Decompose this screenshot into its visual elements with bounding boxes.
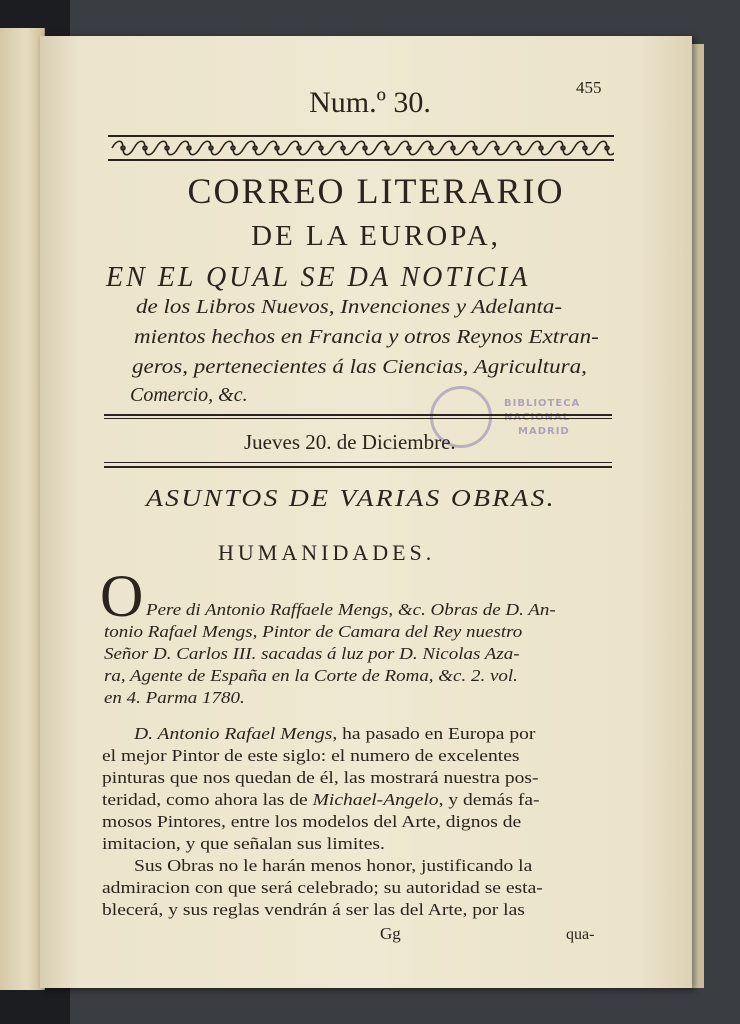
- left-page-edge: [0, 28, 45, 990]
- issue-date: Jueves 20. de Diciembre.: [244, 430, 456, 454]
- library-stamp: [430, 382, 610, 452]
- divider-bottom: [104, 466, 612, 468]
- divider-top-thin: [104, 418, 612, 419]
- subtitle-line-1: de los Libros Nuevos, Invenciones y Adelanta-: [136, 296, 563, 318]
- body-line-1-name: D. Antonio Rafael Mengs: [134, 724, 333, 743]
- subsection-heading: HUMANIDADES.: [218, 540, 436, 565]
- body-line-2: el mejor Pintor de este siglo: el numero de excelentes: [102, 746, 520, 765]
- body-line-4-pre: teridad, como ahora las de: [102, 790, 313, 809]
- body-line-4: [102, 790, 540, 810]
- body-line-3: pinturas que nos quedan de él, las mostrará nuestra pos-: [102, 768, 539, 787]
- subtitle-line-4: Comercio, &c.: [130, 384, 248, 406]
- subtitle-line-2: mientos hechos en Francia y otros Reynos Extran-: [134, 326, 599, 348]
- body-line-1: [134, 724, 535, 744]
- body-line-7: Sus Obras no le harán menos honor, justificando la: [134, 856, 533, 875]
- signature-mark: Gg: [380, 924, 401, 943]
- section-heading: ASUNTOS DE VARIAS OBRAS.: [146, 486, 556, 512]
- citation-line-5: en 4. Parma 1780.: [104, 688, 245, 707]
- body-line-4-post: , y demás fa-: [438, 790, 540, 809]
- divider-bottom-thin: [104, 462, 612, 463]
- body-line-6: imitacion, y que señalan sus limites.: [102, 834, 385, 853]
- drop-cap: O: [100, 563, 144, 629]
- journal-tagline: EN EL QUAL SE DA NOTICIA: [106, 262, 531, 293]
- citation-line-3: Señor D. Carlos III. sacadas á luz por D. Nicolas Aza-: [104, 644, 520, 663]
- citation-line-4: ra, Agente de España en la Corte de Roma, &c. 2. vol.: [104, 666, 518, 685]
- subtitle-line-3: geros, pertenecientes á las Ciencias, Agricultura,: [132, 356, 587, 378]
- ornamental-band: [108, 134, 614, 162]
- body-line-1-rest: , ha pasado en Europa por: [332, 724, 536, 743]
- body-line-8: admiracion con que será celebrado; su autoridad se esta-: [102, 878, 543, 897]
- stamp-line-1: BIBLIOTECA: [504, 398, 581, 409]
- citation-line-1: Pere di Antonio Raffaele Mengs, &c. Obras de D. An-: [146, 600, 556, 619]
- body-line-9: blecerá, y sus reglas vendrán á ser las del Arte, por las: [102, 900, 525, 919]
- page-stack-edge: [692, 44, 704, 988]
- page-number: 455: [576, 78, 602, 97]
- issue-number: Num.º 30.: [309, 86, 431, 119]
- citation-line-2: tonio Rafael Mengs, Pintor de Camara del Rey nuestro: [104, 622, 523, 641]
- body-line-5: mosos Pintores, entre los modelos del Arte, dignos de: [102, 812, 522, 831]
- catchword: qua-: [566, 926, 595, 943]
- journal-title: CORREO LITERARIO: [187, 171, 565, 211]
- body-line-4-name: Michael-Angelo: [312, 790, 439, 809]
- journal-subtitle: DE LA EUROPA,: [251, 220, 501, 252]
- stamp-line-3: MADRID: [518, 426, 570, 437]
- divider-top: [104, 414, 612, 416]
